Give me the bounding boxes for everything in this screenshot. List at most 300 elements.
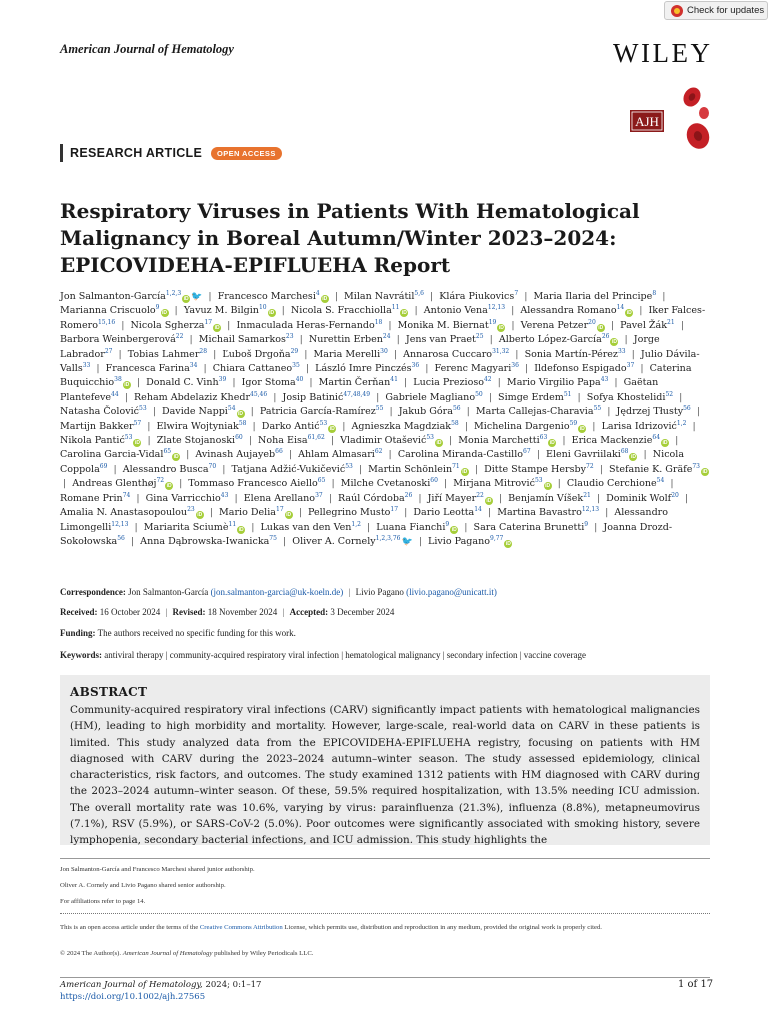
author-affiliation-sup: 59 (569, 419, 578, 427)
revised-date: 18 November 2024 (207, 607, 278, 617)
author-name[interactable]: Sara Caterina Brunetti (473, 521, 585, 533)
author-affiliation-sup: 56 (683, 405, 691, 413)
footer-divider (60, 977, 710, 978)
orcid-icon[interactable]: iD (611, 339, 617, 346)
author-separator: | (675, 435, 679, 447)
orcid-icon[interactable]: iD (197, 512, 203, 519)
orcid-icon[interactable]: iD (134, 440, 140, 447)
license-post: License, which permits use, distribution and reproduction in any medium, provided the original work is properly cited. (282, 924, 602, 931)
author-affiliation-sup: 18 (374, 318, 383, 326)
author-name[interactable]: Barbora Weinbergerová (60, 334, 176, 346)
footnote-divider (60, 858, 710, 859)
author-separator: | (511, 305, 515, 317)
author-affiliation-sup: 58 (238, 419, 247, 427)
author-name[interactable]: Carolina Miranda-Castillo (397, 449, 524, 461)
author-name[interactable]: Oliver A. Cornely (292, 535, 376, 547)
author-affiliation-sup: 27 (104, 347, 113, 355)
author-separator: | (222, 463, 226, 475)
author-separator: | (605, 507, 609, 519)
author-affiliation-sup: 33 (617, 347, 626, 355)
orcid-icon[interactable]: iD (286, 512, 292, 519)
author-name[interactable]: Gaëtan Plantefeve (60, 377, 659, 403)
accepted-date: 3 December 2024 (330, 607, 395, 617)
author-separator: | (358, 463, 363, 475)
author-name[interactable]: Joanna Drozd-Sokołowska (60, 521, 673, 547)
twitter-icon[interactable]: 🐦 (401, 536, 413, 547)
footer-volume: 2024; 0:1–17 (202, 980, 262, 990)
abstract-text: Community-acquired respiratory viral infections (CARV) significantly impact patients with hematological malignancies (HM), leading to high morbidity and mortality. However, large-scale, real-world data on CARV in these patients is limited. This study analyzed data from the EPICOVIDEHA-EPIFLUEHA registry, focusing on patients with HM diagnosed with CARV during the 2023–2024 autumn–winter season. The study assessed epidemiology, clinical characteristics, risk factors, and outcomes. The study examined 1312 patients with HM diagnosed with CARV during the 2023–2024 autumn–winter season. Of these, 59.5% required hospitalization, with 13.5% needing ICU admission. The overall mortality rate was 10.6%, varying by virus: parainfluenza (21.3%), influenza (8.8%), metapneumovirus (7.1%), RSV (5.9%), or SARS-CoV-2 (5.0%). Poor outcomes were significantly associated with smoking history, severe lymphopenia, secondary bacterial infections, and ICU admission. This study highlights the (70, 704, 700, 847)
author-separator: | (464, 420, 468, 432)
orcid-icon[interactable]: iD (166, 483, 172, 490)
author-affiliation-sup: 65 (317, 477, 326, 485)
author-affiliation-sup: 64 (652, 434, 661, 442)
author-name[interactable]: Iker Falces-Romero (60, 305, 706, 331)
copyright-pre: © 2024 The Author(s). (60, 950, 123, 957)
author-affiliation-sup: 15,16 (97, 318, 116, 326)
author-affiliation-sup: 26 (601, 333, 610, 341)
author-affiliation-sup: 14 (616, 304, 625, 312)
author-affiliation-sup: 9 (584, 520, 589, 528)
received-label: Received: (60, 607, 98, 617)
footer-citation (60, 980, 261, 990)
check-updates-label: Check for updates (687, 5, 765, 16)
author-separator: | (418, 535, 422, 547)
author-name[interactable]: Sonia Martín-Pérez (524, 348, 618, 360)
author-affiliation-sup: 36 (411, 362, 420, 370)
author-affiliation-sup: 1,2 (676, 419, 687, 427)
orcid-icon[interactable]: iD (238, 411, 244, 418)
author-separator: | (304, 348, 308, 360)
author-affiliation-sup: 44 (111, 390, 119, 398)
author-name[interactable]: Alessandra Romano (520, 305, 617, 317)
article-dates: Received: 16 October 2024 | Revised: 18 November 2024 | Accepted: 3 December 2024 (60, 607, 395, 617)
author-name[interactable]: Ildefonso Espigado (534, 363, 627, 375)
check-for-updates-button[interactable] (664, 1, 768, 20)
author-name[interactable]: Donald C. Vinh (146, 377, 219, 389)
author-affiliation-sup: 22 (476, 491, 484, 499)
author-separator: | (418, 492, 422, 504)
author-separator: | (203, 363, 207, 375)
author-separator: | (250, 406, 254, 418)
author-affiliation-sup: 70 (208, 462, 217, 470)
author-separator: | (536, 449, 540, 461)
author-name[interactable]: Nicola Sgherza (130, 319, 205, 331)
author-name[interactable]: Amalia N. Anastasopoulou (60, 507, 188, 519)
author-name[interactable]: Pavel Žák (620, 319, 668, 331)
author-name[interactable]: Alessandro Limongelli (60, 507, 668, 533)
author-name[interactable]: Ľuboš Drgoňa (222, 348, 291, 360)
author-separator: | (610, 319, 615, 331)
license-divider (60, 913, 710, 914)
twitter-icon[interactable]: 🐦 (191, 292, 203, 302)
author-separator: | (524, 291, 528, 302)
author-separator: | (227, 319, 231, 331)
author-affiliation-sup: 22 (175, 333, 184, 341)
author-name[interactable]: Verena Petzer (520, 319, 589, 331)
correspondence: Correspondence: Jon Salmanton-García (jon.salmanton-garcia@uk-koeln.de) | Livio Pagano (livio.pagano@unicatt.it) (60, 587, 497, 597)
author-affiliation-sup: 11 (228, 520, 237, 528)
author-name[interactable]: Inmaculada Heras-Fernando (236, 319, 375, 331)
creative-commons-link[interactable]: Creative Commons Attribution (199, 924, 283, 931)
author-name[interactable]: Mario Virgilio Papa (506, 377, 601, 389)
author-separator: | (643, 449, 647, 461)
author-affiliation-sup: 72 (156, 477, 165, 485)
author-separator: | (389, 406, 393, 418)
author-separator: | (248, 435, 252, 447)
author-separator: | (63, 478, 67, 490)
ajh-logo (628, 84, 712, 154)
author-name[interactable]: Natasha Čolović (60, 406, 139, 418)
author-name[interactable]: Martin Schönlein (368, 463, 453, 475)
author-separator: | (696, 406, 700, 418)
orcid-icon[interactable]: iD (598, 324, 604, 331)
author-name[interactable]: Francesca Farina (105, 363, 190, 375)
author-list (60, 290, 712, 549)
author-name[interactable]: Mariarita Sciumè (143, 521, 229, 533)
author-name[interactable]: Antonio Vena (423, 305, 488, 317)
author-separator: | (443, 478, 448, 490)
author-name[interactable]: Nicola S. Fracchiolla (290, 305, 392, 317)
author-separator: | (607, 406, 611, 418)
author-name[interactable]: Jon Salmanton-García (60, 291, 166, 302)
footer-journal-name: American Journal of Hematology, (60, 980, 203, 990)
author-name[interactable]: Milan Navrátil (344, 291, 415, 302)
author-separator: | (305, 363, 310, 375)
author-name[interactable]: Ahlam Almasari (298, 449, 375, 461)
author-name[interactable]: Elena Arellano (243, 492, 316, 504)
author-separator: | (282, 535, 287, 547)
author-separator: | (376, 391, 380, 403)
author-affiliation-sup: 50 (475, 390, 483, 398)
author-separator: | (330, 435, 335, 447)
author-separator: | (130, 535, 135, 547)
orcid-icon[interactable]: iD (462, 468, 468, 475)
author-name[interactable]: Marta Callejas-Charavia (475, 406, 594, 418)
author-separator: | (577, 391, 581, 403)
correspondence-email-2[interactable]: (livio.pagano@unicatt.it) (406, 587, 497, 597)
author-affiliation-sup: 31,32 (492, 347, 510, 355)
author-name[interactable]: Nurettin Erben (308, 334, 383, 346)
author-separator: | (393, 348, 398, 360)
author-name[interactable]: Igor Stoma (241, 377, 296, 389)
orcid-icon[interactable]: iD (214, 324, 220, 331)
orcid-icon[interactable]: iD (238, 526, 244, 533)
author-affiliation-sup: 1,2,3,76 (375, 534, 401, 542)
orcid-icon[interactable]: iD (626, 310, 632, 317)
doi-link[interactable]: https://doi.org/10.1002/ajh.27565 (60, 992, 206, 1002)
author-name[interactable]: Annarosa Cuccaro (403, 348, 493, 360)
author-name[interactable]: Josip Batinić (282, 391, 344, 403)
revised-label: Revised: (172, 607, 206, 617)
author-separator: | (640, 363, 644, 375)
orcid-icon[interactable]: iD (269, 310, 275, 317)
orcid-icon[interactable]: iD (173, 454, 179, 461)
author-affiliation-sup: 53 (319, 419, 328, 427)
author-name[interactable]: Dominik Wolf (606, 492, 672, 504)
author-affiliation-sup: 19 (488, 318, 497, 326)
author-name[interactable]: Anna Dąbrowska-Iwanicka (140, 535, 270, 547)
orcid-icon[interactable]: iD (662, 440, 668, 447)
author-name[interactable]: Klára Piukovics (439, 291, 515, 302)
author-affiliation-sup: 33 (82, 362, 91, 370)
author-name[interactable]: Milche Cvetanoski (340, 478, 431, 490)
correspondence-name-1: Jon Salmanton-García (128, 587, 209, 597)
author-name[interactable]: Nikola Pantić (60, 435, 125, 447)
journal-name: American Journal of Hematology (60, 42, 234, 56)
author-separator: | (404, 507, 408, 519)
author-affiliation-sup: 10 (258, 304, 267, 312)
author-name[interactable]: Romane Prin (60, 492, 123, 504)
author-separator: | (449, 435, 453, 447)
author-name[interactable]: Zlate Stojanoski (156, 435, 236, 447)
author-name[interactable]: Tobias Lahmer (127, 348, 200, 360)
author-name[interactable]: Benjamín Víšek (508, 492, 584, 504)
keywords (60, 650, 586, 660)
author-affiliation-sup: 54 (656, 477, 665, 485)
author-name[interactable]: Caterina Buquicchio (60, 363, 692, 389)
author-affiliation-sup: 57 (133, 419, 142, 427)
author-name[interactable]: Ditte Stampe Hersby (484, 463, 586, 475)
author-name[interactable]: Ferenc Magyari (434, 363, 512, 375)
author-name[interactable]: Larisa Idrizović (601, 420, 677, 432)
copyright-notice (60, 950, 313, 957)
orcid-icon[interactable]: iD (183, 296, 189, 302)
author-name[interactable]: Michail Samarkos (198, 334, 286, 346)
author-name[interactable]: Jorge Labrador (60, 334, 660, 360)
author-name[interactable]: Maria Merelli (313, 348, 381, 360)
author-name[interactable]: Marianna Criscuolo (60, 305, 156, 317)
author-affiliation-sup: 12,13 (111, 520, 129, 528)
author-name[interactable]: Maria Ilaria del Principe (533, 291, 653, 302)
author-separator: | (594, 521, 598, 533)
author-name[interactable]: Chiara Cattaneo (212, 363, 293, 375)
author-name[interactable]: Agnieszka Magdziak (351, 420, 452, 432)
author-affiliation-sup: 24 (382, 333, 391, 341)
author-name[interactable]: Yavuz M. Bilgin (183, 305, 259, 317)
author-affiliation-sup: 20 (588, 318, 596, 326)
author-name[interactable]: Davide Nappi (161, 406, 228, 418)
publisher-logo: WILEY (613, 38, 713, 68)
orcid-icon[interactable]: iD (322, 296, 328, 302)
author-separator: | (121, 319, 125, 331)
author-affiliation-sup: 20 (671, 491, 679, 499)
author-name[interactable]: Andreas Glenthøj (72, 478, 157, 490)
author-affiliation-sup: 53 (534, 477, 543, 485)
orcid-icon[interactable]: iD (486, 497, 492, 504)
author-separator: | (124, 391, 128, 403)
author-name[interactable]: Martina Bavastro (497, 507, 582, 519)
author-affiliation-sup: 71 (452, 462, 460, 470)
author-separator: | (136, 492, 140, 504)
author-name[interactable]: Raúl Córdoba (338, 492, 405, 504)
article-title: Respiratory Viruses in Patients With Hematological Malignancy in Boreal Autumn/Winter 2023–2024: EPICOVIDEHA-EPIFLUEHA Report (60, 199, 640, 277)
author-separator: | (684, 492, 689, 504)
author-separator: | (425, 363, 429, 375)
open-access-badge: OPEN ACCESS (211, 147, 282, 160)
orcid-icon[interactable]: iD (124, 382, 130, 389)
orcid-icon[interactable]: iD (329, 425, 335, 432)
author-affiliation-sup: 52 (665, 390, 674, 398)
orcid-icon[interactable]: iD (401, 310, 407, 317)
author-name[interactable]: Lucia Prezioso (413, 377, 484, 389)
author-separator: | (367, 521, 371, 533)
author-affiliation-sup: 41 (390, 376, 398, 384)
author-affiliation-sup: 12,13 (487, 304, 506, 312)
author-affiliation-sup: 35 (292, 362, 300, 370)
author-name[interactable]: Simge Erdem (498, 391, 564, 403)
author-separator: | (189, 334, 193, 346)
crossmark-icon (671, 5, 683, 17)
keywords-text: antiviral therapy | community-acquired respiratory viral infection | hematological malignancy | secondary infection | vaccine coverage (104, 650, 587, 660)
author-name[interactable]: Mario Delia (219, 507, 276, 519)
orcid-icon[interactable]: iD (162, 310, 167, 317)
article-type: RESEARCH ARTICLE (70, 146, 203, 160)
author-affiliation-sup: 28 (199, 347, 208, 355)
author-name[interactable]: Gabriele Magliano (385, 391, 476, 403)
author-name[interactable]: Livio Pagano (428, 535, 491, 547)
footnote-affiliations: For affiliations refer to page 14. (60, 898, 146, 905)
correspondence-email-1[interactable]: (jon.salmanton-garcia@uk-koeln.de) (210, 587, 344, 597)
author-name[interactable]: Pellegrino Musto (307, 507, 391, 519)
license-pre: This is an open access article under the terms of the (60, 924, 200, 931)
author-name[interactable]: Martijn Bakker (60, 420, 134, 432)
author-affiliation-sup: 21 (667, 318, 675, 326)
author-name[interactable]: Claudio Cerchione (566, 478, 657, 490)
author-name[interactable]: Alberto López-García (498, 334, 602, 346)
author-separator: | (464, 521, 468, 533)
author-affiliation-sup: 9,77 (490, 534, 504, 542)
orcid-icon[interactable]: iD (505, 540, 511, 547)
author-name[interactable]: Jens van Praet (405, 334, 476, 346)
accepted-label: Accepted: (289, 607, 329, 617)
author-separator: | (136, 377, 141, 389)
orcid-icon[interactable]: iD (498, 324, 504, 331)
author-name[interactable]: Michelina Dargenio (474, 420, 570, 432)
author-affiliation-sup: 36 (511, 362, 519, 370)
author-name[interactable]: Tatjana Adžić-Vukičević (231, 463, 346, 475)
orcid-icon[interactable]: iD (436, 440, 442, 447)
author-affiliation-sup: 54 (227, 405, 236, 413)
author-affiliation-sup: 51 (563, 390, 572, 398)
author-separator: | (488, 391, 492, 403)
author-name[interactable]: Eleni Gavriilaki (545, 449, 621, 461)
author-separator: | (342, 420, 346, 432)
correspondence-label: Correspondence: (60, 587, 126, 597)
author-separator: | (592, 420, 596, 432)
author-name[interactable]: Julio Dávila-Valls (60, 348, 700, 375)
author-affiliation-sup: 9 (155, 304, 160, 312)
author-separator: | (299, 334, 303, 346)
author-affiliation-sup: 62 (374, 448, 383, 456)
author-separator: | (489, 334, 493, 346)
author-separator: | (309, 377, 313, 389)
author-affiliation-sup: 9 (445, 520, 450, 528)
author-name[interactable]: Jiří Mayer (427, 492, 477, 504)
author-affiliation-sup: 58 (451, 419, 459, 427)
author-name[interactable]: Carolina Garcia-Vidal (60, 449, 164, 461)
author-separator: | (511, 319, 515, 331)
author-name[interactable]: Noha Eisa (258, 435, 308, 447)
author-affiliation-sup: 68 (620, 448, 629, 456)
author-affiliation-sup: 73 (692, 462, 700, 470)
author-affiliation-sup: 12,13 (581, 506, 600, 514)
orcid-icon[interactable]: iD (630, 454, 636, 461)
author-name[interactable]: Nicola Coppola (60, 449, 685, 475)
author-name[interactable]: Darko Antić (261, 420, 320, 432)
author-affiliation-sup: 4 (315, 290, 320, 297)
author-name[interactable]: Alessandro Busca (122, 463, 209, 475)
author-affiliation-sup: 29 (290, 347, 299, 355)
author-name[interactable]: Tommaso Francesco Aiello (188, 478, 318, 490)
author-separator: | (252, 420, 256, 432)
author-name[interactable]: Gina Varricchio (145, 492, 221, 504)
orcid-icon[interactable]: iD (451, 526, 457, 533)
author-separator: | (288, 449, 293, 461)
author-separator: | (474, 463, 479, 475)
author-name[interactable]: Martin Čerňan (318, 377, 391, 389)
author-affiliation-sup: 17 (204, 318, 213, 326)
author-separator: | (113, 463, 117, 475)
author-name[interactable]: Jakub Góra (398, 406, 453, 418)
author-separator: | (497, 377, 501, 389)
author-name[interactable]: Monia Marchetti (458, 435, 540, 447)
author-affiliation-sup: 37 (315, 491, 323, 499)
author-separator: | (692, 420, 696, 432)
author-name[interactable]: Dario Leotta (413, 507, 475, 519)
author-separator: | (487, 507, 492, 519)
author-affiliation-sup: 43 (220, 491, 229, 499)
author-name[interactable]: Jędrzej Tłusty (616, 406, 684, 418)
author-affiliation-sup: 25 (475, 333, 484, 341)
author-name[interactable]: Patricia García-Ramírez (259, 406, 376, 418)
author-affiliation-sup: 34 (189, 362, 198, 370)
author-name[interactable]: Vladimir Otašević (340, 435, 427, 447)
author-name[interactable]: Elwira Wojtyniak (156, 420, 239, 432)
correspondence-name-2: Livio Pagano (355, 587, 404, 597)
orcid-icon[interactable]: iD (579, 425, 585, 432)
author-name[interactable]: Monika M. Biernat (397, 319, 489, 331)
author-separator: | (679, 391, 683, 403)
author-name[interactable]: Mirjana Mitrović (453, 478, 535, 490)
footnote-senior-authorship: Oliver A. Cornely and Livio Pagano shared senior authorship. (60, 882, 226, 889)
author-name[interactable]: Avinash Aujayeb (195, 449, 276, 461)
author-name[interactable]: Erica Mackenzie (571, 435, 653, 447)
orcid-icon[interactable]: iD (545, 483, 551, 490)
author-affiliation-sup: 56 (117, 534, 125, 542)
orcid-icon[interactable]: iD (702, 468, 708, 475)
author-affiliation-sup: 1,2 (351, 520, 361, 528)
author-affiliation-sup: 55 (375, 405, 384, 413)
author-affiliation-sup: 61,62 (307, 434, 325, 442)
author-name[interactable]: Reham Abdelaziz Khedr (133, 391, 251, 403)
author-affiliation-sup: 21 (583, 491, 591, 499)
orcid-icon[interactable]: iD (549, 440, 555, 447)
abstract-heading: ABSTRACT (70, 685, 148, 699)
author-name[interactable]: László Imre Pinczés (315, 363, 412, 375)
author-separator: | (662, 291, 666, 302)
author-name[interactable]: Sofya Khostelidi (586, 391, 666, 403)
author-name[interactable]: Francesco Marchesi (217, 291, 316, 302)
author-separator: | (174, 305, 178, 317)
author-name[interactable]: Lukas van den Ven (260, 521, 352, 533)
author-name[interactable]: Stefanie K. Gräfe (608, 463, 693, 475)
author-affiliation-sup: 38 (114, 376, 122, 384)
author-affiliation-sup: 53 (139, 405, 147, 413)
author-affiliation-sup: 60 (430, 477, 438, 485)
author-affiliation-sup: 66 (275, 448, 283, 456)
author-name[interactable]: Luana Fianchi (376, 521, 446, 533)
author-separator: | (234, 492, 238, 504)
